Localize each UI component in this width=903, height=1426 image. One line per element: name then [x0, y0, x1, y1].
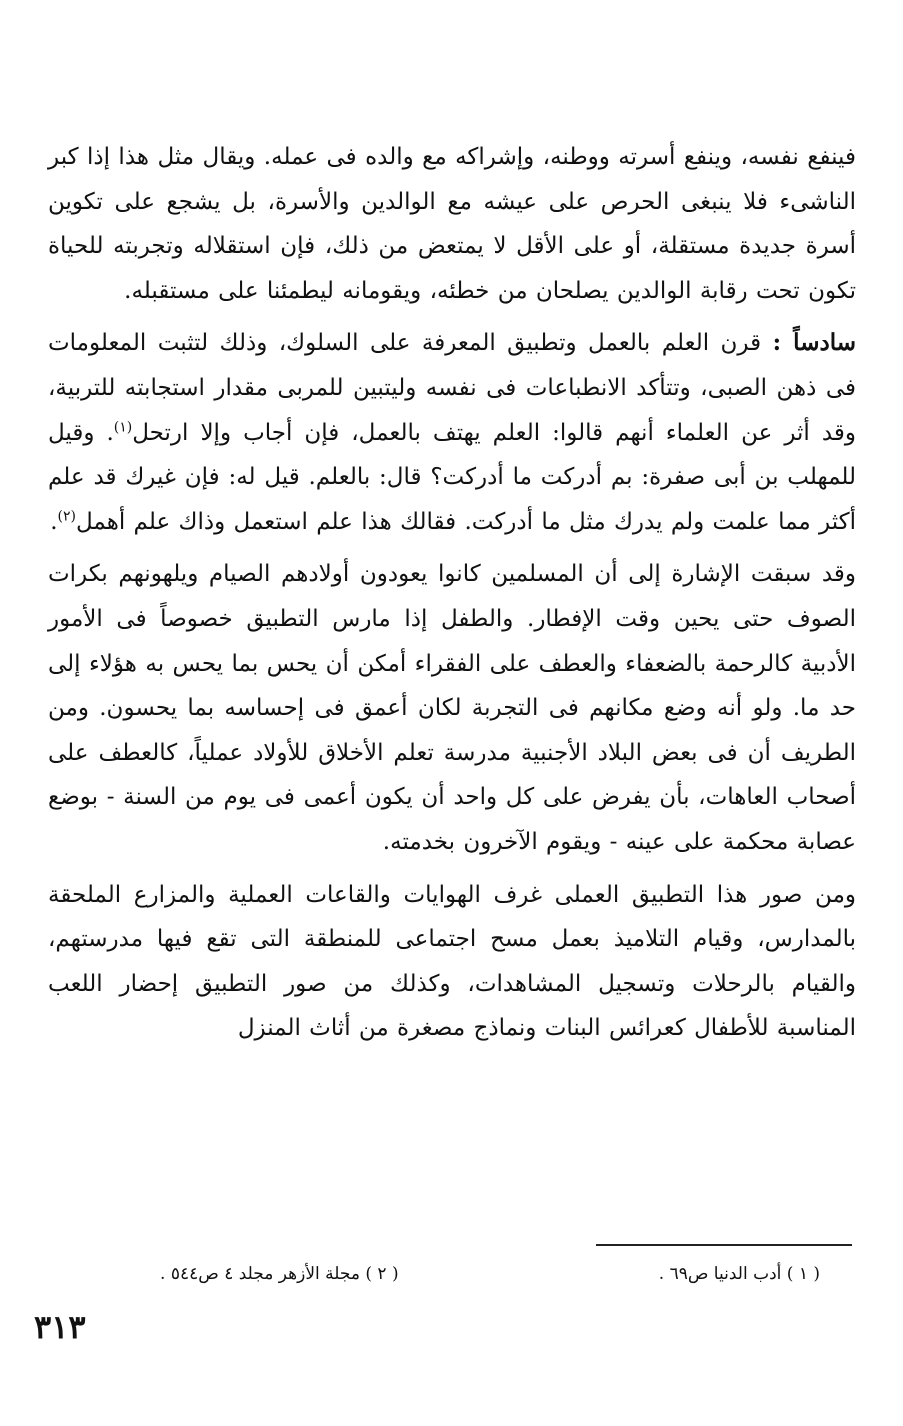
footnote-ref-1: (١)	[113, 418, 133, 435]
footnotes	[160, 1262, 820, 1286]
page-number: ٣١٣	[34, 1308, 86, 1346]
paragraph-4-text: ومن صور هذا التطبيق العملى غرف الهوايات والقاعات العملية والمزارع الملحقة بالمدارس، وقيام التلاميذ بعمل مسح اجتماعى للمنطقة التى تقع فيها مدرستهم، والقيام بالرحلات وتسجيل المشاهدات، وكذلك من صور التطبيق إحضار اللعب المناسبة للأطفال كعرائس البنات ونماذج مصغرة من أثاث المنزل	[48, 881, 856, 1042]
paragraph-2-text-a: قرن العلم بالعمل وتطبيق المعرفة على السلوك، وذلك لتثبت المعلومات فى ذهن الصبى، وتتأكد الانطباعات فى نفسه وليتبين للمربى مقدار استجابته للتربية، وقد أثر عن العلماء أنهم قالوا: العلم يهتف بالعمل، فإن أجاب وإلا ارتحل	[48, 330, 856, 446]
paragraph-1	[48, 135, 856, 313]
page-body	[48, 135, 856, 1059]
paragraph-4	[48, 873, 856, 1051]
paragraph-3	[48, 552, 856, 864]
paragraph-2-text-c: .	[50, 508, 58, 535]
paragraph-1-text: فينفع نفسه، وينفع أسرته ووطنه، وإشراكه مع والده فى عمله. ويقال مثل هذا إذا كبر الناشىء فلا ينبغى الحرص على عيشه مع الوالدين والأسرة، بل يشجع على تكوين أسرة جديدة مستقلة، أو على الأقل لا يمتعض من ذلك، فإن استقلاله وتجربته للحياة تكون تحت رقابة الوالدين يصلحان من خطئه، ويقومانه ليطمئنا على مستقبله.	[48, 144, 856, 304]
paragraph-2-text-b: . وقيل للمهلب بن أبى صفرة: بم أدركت ما أدركت؟ قال: بالعلم. قيل له: فإن غيرك قد علم أكثر مما علمت ولم يدرك مثل ما أدركت. فقالك هذا علم استعمل وذاك علم أهمل	[48, 419, 856, 535]
footnote-2: ( ٢ ) مجلة الأزهر مجلد ٤ ص٥٤٤ .	[160, 1264, 399, 1284]
footnote-ref-2: (٢)	[57, 508, 77, 525]
paragraph-2-lead: سادساً :	[772, 329, 856, 357]
footnote-separator	[596, 1244, 852, 1246]
paragraph-2	[48, 321, 856, 544]
paragraph-3-text: وقد سبقت الإشارة إلى أن المسلمين كانوا يعودون أولادهم الصيام ويلهونهم بكرات الصوف حتى يحين وقت الإفطار. والطفل إذا مارس التطبيق خصوصاً فى الأمور الأدبية كالرحمة بالضعفاء والعطف على الفقراء أمكن أن يحس بما يحس به هؤلاء إلى حد ما. ولو أنه وضع مكانهم فى التجربة لكان أعمق فى إحساسه بما يحسون. ومن الطريف أن فى بعض البلاد الأجنبية مدرسة تعلم الأخلاق للأولاد عملياً، كالعطف على أصحاب العاهات، بأن يفرض على كل واحد أن يكون أعمى فى يوم من السنة - بوضع عصابة محكمة على عينه - ويقوم الآخرون بخدمته.	[48, 561, 856, 855]
footnote-1: ( ١ ) أدب الدنيا ص٦٩ .	[658, 1264, 820, 1284]
